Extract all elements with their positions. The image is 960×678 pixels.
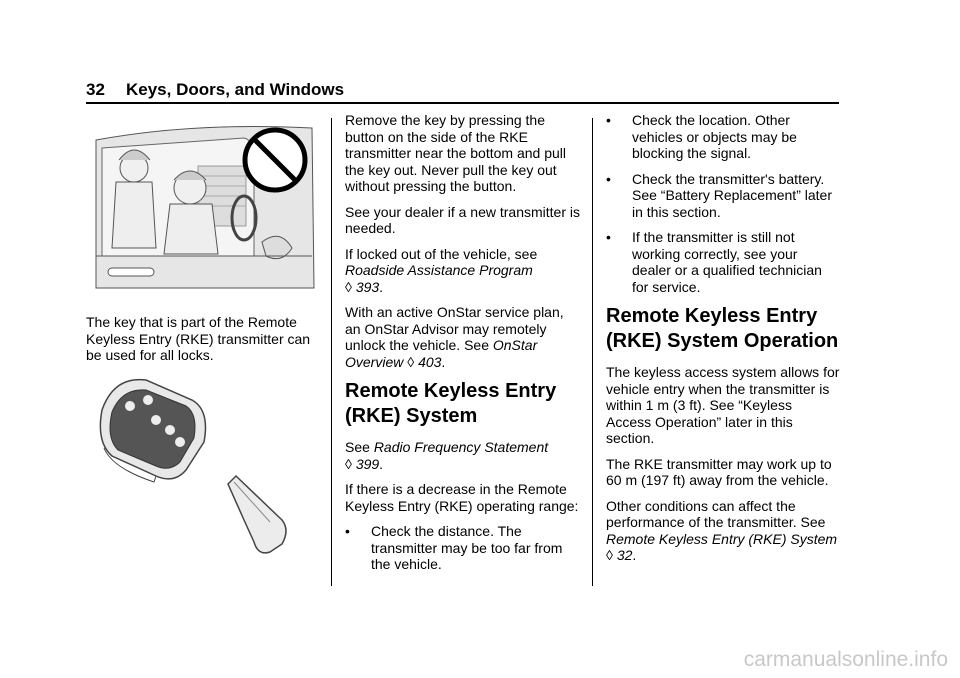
check-battery-text: Check the transmitter's battery. See “Battery Replacement” later in this section. bbox=[632, 170, 832, 220]
page-header bbox=[86, 80, 344, 100]
bullet-item bbox=[606, 229, 840, 295]
locked-out-paragraph: If locked out of the vehicle, see Roadside Assistance Program ◊ 393. bbox=[345, 245, 538, 295]
column-2 bbox=[345, 112, 583, 582]
remove-key-paragraph: Remove the key by pressing the button on the side of the RKE transmitter near the bottom and pull the key out. Never pull the key out without pressing the button. bbox=[345, 112, 567, 194]
page-ref-symbol: ◊ bbox=[345, 455, 352, 472]
roadside-page-link[interactable]: 393 bbox=[355, 278, 380, 295]
page-number: 32 bbox=[86, 80, 105, 99]
page-ref-symbol: ◊ bbox=[407, 353, 415, 370]
bullet-symbol: • bbox=[345, 523, 350, 539]
bullet-item bbox=[606, 171, 840, 221]
onstar-paragraph: With an active OnStar service plan, an OnStar Advisor may remotely unlock the vehicle. See OnStar Overview ◊ 403. bbox=[345, 304, 564, 370]
roadside-assistance-link[interactable]: Roadside Assistance Program bbox=[345, 262, 533, 278]
range-paragraph: The RKE transmitter may work up to 60 m (197 ft) away from the vehicle. bbox=[606, 455, 832, 488]
header-rule bbox=[86, 102, 839, 104]
rke-page-link[interactable]: 32 bbox=[616, 547, 633, 563]
bullet-item bbox=[606, 112, 840, 162]
radio-frequency-paragraph: See Radio Frequency Statement ◊ 399. bbox=[345, 439, 549, 472]
rke-operation-heading: Remote Keyless Entry (RKE) System Operation bbox=[606, 305, 839, 352]
section-title: Keys, Doors, and Windows bbox=[126, 80, 345, 99]
radio-frequency-link[interactable]: Radio Frequency Statement bbox=[373, 439, 549, 455]
children-in-car-illustration bbox=[94, 118, 316, 293]
bullet-symbol: • bbox=[606, 170, 611, 187]
key-locks-paragraph: The key that is part of the Remote Keyless Entry (RKE) transmitter can be used for all locks. bbox=[86, 314, 311, 363]
rke-system-link[interactable]: Remote Keyless Entry (RKE) System bbox=[606, 530, 838, 547]
onstar-page-link[interactable]: 403 bbox=[418, 353, 442, 370]
new-transmitter-paragraph: See your dealer if a new transmitter is needed. bbox=[345, 203, 580, 236]
watermark: carmanualsonline.info bbox=[743, 648, 948, 671]
still-not-working-text: If the transmitter is still not working correctly, see your dealer or a qualified technician for service. bbox=[632, 229, 822, 295]
check-distance-text: Check the distance. The transmitter may be too far from the vehicle. bbox=[371, 523, 563, 572]
bullet-symbol: • bbox=[606, 112, 611, 128]
bullet-item bbox=[345, 523, 583, 573]
keyless-access-paragraph: The keyless access system allows for vehicle entry when the transmitter is within 1 m (3 ft). See “Keyless Access Operation” later in this section. bbox=[606, 364, 840, 446]
column-3 bbox=[606, 112, 840, 573]
column-divider-1 bbox=[331, 118, 332, 586]
page-ref-symbol: ◊ bbox=[606, 547, 613, 563]
check-location-text: Check the location. Other vehicles or objects may be blocking the signal. bbox=[632, 112, 797, 161]
other-conditions-paragraph: Other conditions can affect the performance of the transmitter. See Remote Keyless Entry (RKE) System ◊ 32. bbox=[606, 497, 838, 563]
onstar-overview-link[interactable]: OnStar Overview bbox=[345, 337, 538, 370]
column-divider-2 bbox=[592, 118, 593, 586]
range-decrease-paragraph: If there is a decrease in the Remote Keyless Entry (RKE) operating range: bbox=[345, 481, 579, 514]
page-ref-symbol: ◊ bbox=[345, 278, 352, 295]
radio-frequency-page-link[interactable]: 399 bbox=[355, 455, 380, 472]
key-fob-illustration bbox=[94, 372, 300, 560]
column-1 bbox=[86, 314, 326, 373]
rke-system-heading: Remote Keyless Entry (RKE) System bbox=[345, 380, 557, 427]
bullet-symbol: • bbox=[606, 229, 611, 245]
